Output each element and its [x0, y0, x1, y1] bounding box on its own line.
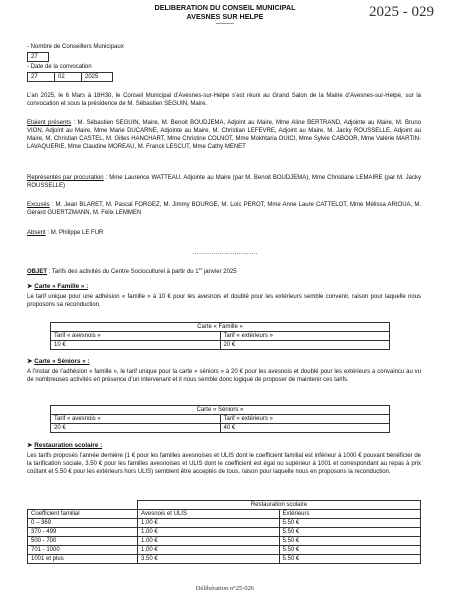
row-avesnois-price: 3.50 € — [138, 555, 279, 564]
excused-list: : M. Jean BLARET, M. Pascal FORGEZ, M. Jimmy BOURGE, M. Loïc PEROT, Mme Anne Laure CATTELOT, Mme Mélissa ARIOUA, M. Gérard GUERTZMANN, M. Félix LEMMEN — [27, 202, 421, 217]
seniors-col-avesnois: Tarif « avesnois » — [51, 415, 221, 424]
famille-title-text: Carte « Famille » : — [34, 283, 89, 290]
famille-col-avesnois: Tarif « avesnois » — [51, 332, 221, 341]
object-label: OBJET — [27, 269, 48, 275]
seniors-col-exterieurs: Tarif « extérieurs » — [220, 415, 390, 424]
table-row — [28, 528, 421, 537]
date-day: 27 — [28, 73, 55, 82]
famille-paragraph: Le tarif unique pour une adhésion « famille » à 10 € pour les avesnois et doublé pour les extérieurs semble convenir, raison pour laquelle nous proposons sa reconduction. — [27, 294, 421, 309]
header-coefficient: Coefficient familial — [28, 510, 138, 519]
object-superscript: er — [198, 266, 203, 271]
restauration-table — [27, 500, 421, 564]
seniors-value-exterieurs: 40 € — [220, 424, 390, 433]
members-count-box — [27, 52, 49, 62]
members-label: - Nombre de Conseillers Municipaux — [27, 44, 124, 50]
excused-paragraph — [27, 201, 421, 217]
row-exterieurs-price: 5.50 € — [279, 537, 421, 546]
famille-col-exterieurs: Tarif « extérieurs » — [220, 332, 390, 341]
row-avesnois-price: 1.00 € — [138, 537, 279, 546]
header-title: DELIBERATION DU CONSEIL MUNICIPAL — [154, 3, 296, 12]
page-footer: Délibération n°25-026 — [195, 585, 255, 592]
arrow-icon: ➤ — [27, 283, 33, 290]
row-avesnois-price: 1.00 € — [138, 528, 279, 537]
absent-paragraph — [27, 229, 421, 237]
seniors-value-avesnois: 20 € — [51, 424, 221, 433]
row-avesnois-price: 1.00 € — [138, 519, 279, 528]
row-exterieurs-price: 5.50 € — [279, 546, 421, 555]
seniors-section-title — [27, 358, 90, 367]
table-row — [28, 537, 421, 546]
famille-table — [50, 322, 390, 350]
header-exterieurs: Extérieurs — [279, 510, 421, 519]
represented-label: Représentés par procuration — [27, 175, 104, 181]
famille-value-exterieurs: 20 € — [220, 341, 390, 350]
row-exterieurs-price: 5.50 € — [279, 528, 421, 537]
restauration-title-text: Restauration scolaire : — [34, 442, 103, 449]
object-text: : Tarifs des activités du Centre Socioculturel à partir du 1 — [47, 269, 199, 275]
convocation-date-label: - Date de la convocation — [27, 64, 92, 70]
separator-dots: …………………………. — [192, 250, 258, 256]
row-avesnois-price: 1.00 € — [138, 546, 279, 555]
restauration-table-corner — [28, 501, 138, 510]
object-tail: janvier 2025 — [202, 269, 237, 275]
header-town: AVESNES SUR HELPE — [186, 12, 264, 22]
table-row — [28, 555, 421, 564]
restauration-table-title: Restauration scolaire — [138, 501, 421, 510]
row-coefficient: 370 - 499 — [28, 528, 138, 537]
row-coefficient: 500 - 700 — [28, 537, 138, 546]
arrow-icon: ➤ — [27, 358, 33, 365]
presents-paragraph — [27, 119, 421, 151]
seniors-table-title: Carte « Séniors » — [51, 406, 390, 415]
arrow-icon: ➤ — [27, 442, 33, 449]
date-year: 2025 — [82, 73, 113, 82]
absent-label: Absent — [27, 230, 46, 236]
absent-name: : M. Philippe LE FUR — [45, 230, 104, 236]
presents-label: Etaient présents — [27, 120, 72, 126]
header-divider: ——— — [216, 20, 234, 27]
table-row — [28, 519, 421, 528]
restauration-paragraph: Les tarifs proposés l’année dernière (1 € pour les familles avesnoises et ULIS dont le coefficient familial est inférieur à 1000 € pouvant bénéficier de la tarification sociale, 3.50 € pour les familles avesnoises et ULIS dont le coefficient est égal ou supérieur à 1001 et correspondant au repas à prix coûtant et 5.50 € pour les extérieurs hors ULIS) semblent être acceptés de tous, raison pour laquelle nous en proposons la reconduction. — [27, 453, 421, 476]
row-coefficient: 1001 et plus — [28, 555, 138, 564]
presents-list: : M. Sébastien SEGUIN, Maire, M. Benoit BOUDJEMA, Adjoint au Maire, Mme Aline BERTRAND, Adjointe au Maire, M. Bruno VION, Adjoint au Maire, Mme Marie DUCARNE, Adjointe au Maire, M. Christian LEFEVRE, Adjoint au Maire, M. Jacky ROUSSELLE, Adjoint au Maire, M. Christian CASTEL, M. Gilles HANCHART, Mme Christine COLNOT, Mme Mokhtaria OUICI, Mme Sylvie CABOOR, Mme Valérie MARTIN-LAVAQUERIE, Mme Claudine MOREAU, M. Franck LESCUT, Mme Cathy MENET — [27, 120, 421, 151]
seniors-paragraph: A l’instar de l’adhésion « famille », le tarif unique pour la carte « séniors » à 20 € pour les avesnois et doublé pour les extérieurs a convaincu au vu de nombreuses activités en présence d’un intervenant et il nous semble donc logique de proposer de maintenir ces tarifs. — [27, 369, 421, 384]
row-exterieurs-price: 5.50 € — [279, 555, 421, 564]
object-line — [27, 266, 421, 276]
represented-paragraph — [27, 174, 421, 190]
seniors-table — [50, 405, 390, 433]
excused-label: Excusés — [27, 202, 50, 208]
table-header-row — [28, 510, 421, 519]
table-row — [28, 546, 421, 555]
row-exterieurs-price: 5.50 € — [279, 519, 421, 528]
represented-list: : Mme Laurence WATTEAU, Adjointe au Maire (par M. Benoit BOUDJEMA), Mme Christiane LEMAIRE (par M. Jacky ROUSSELLE) — [27, 175, 421, 190]
row-coefficient: 701 - 1000 — [28, 546, 138, 555]
famille-table-title: Carte « Famille » — [51, 323, 390, 332]
document-number: 2025 - 029 — [369, 4, 434, 20]
members-count: 27 — [28, 53, 49, 62]
restauration-section-title — [27, 442, 102, 451]
famille-value-avesnois: 10 € — [51, 341, 221, 350]
row-coefficient: 0 – 369 — [28, 519, 138, 528]
date-month: 02 — [55, 73, 82, 82]
seniors-title-text: Carte « Séniors » : — [34, 358, 90, 365]
header-avesnois-ulis: Avesnois et ULIS — [138, 510, 279, 519]
intro-paragraph: L’an 2025, le 6 Mars à 18H30, le Conseil Municipal d’Avesnes-sur-Helpe s’est réuni au Grand Salon de la Mairie d’Avesnes-sur-Helpe, sur la convocation et sous la présidence de M. Sébastien SEGUIN, Maire. — [27, 93, 421, 108]
convocation-date-box — [27, 72, 113, 82]
famille-section-title — [27, 283, 88, 292]
